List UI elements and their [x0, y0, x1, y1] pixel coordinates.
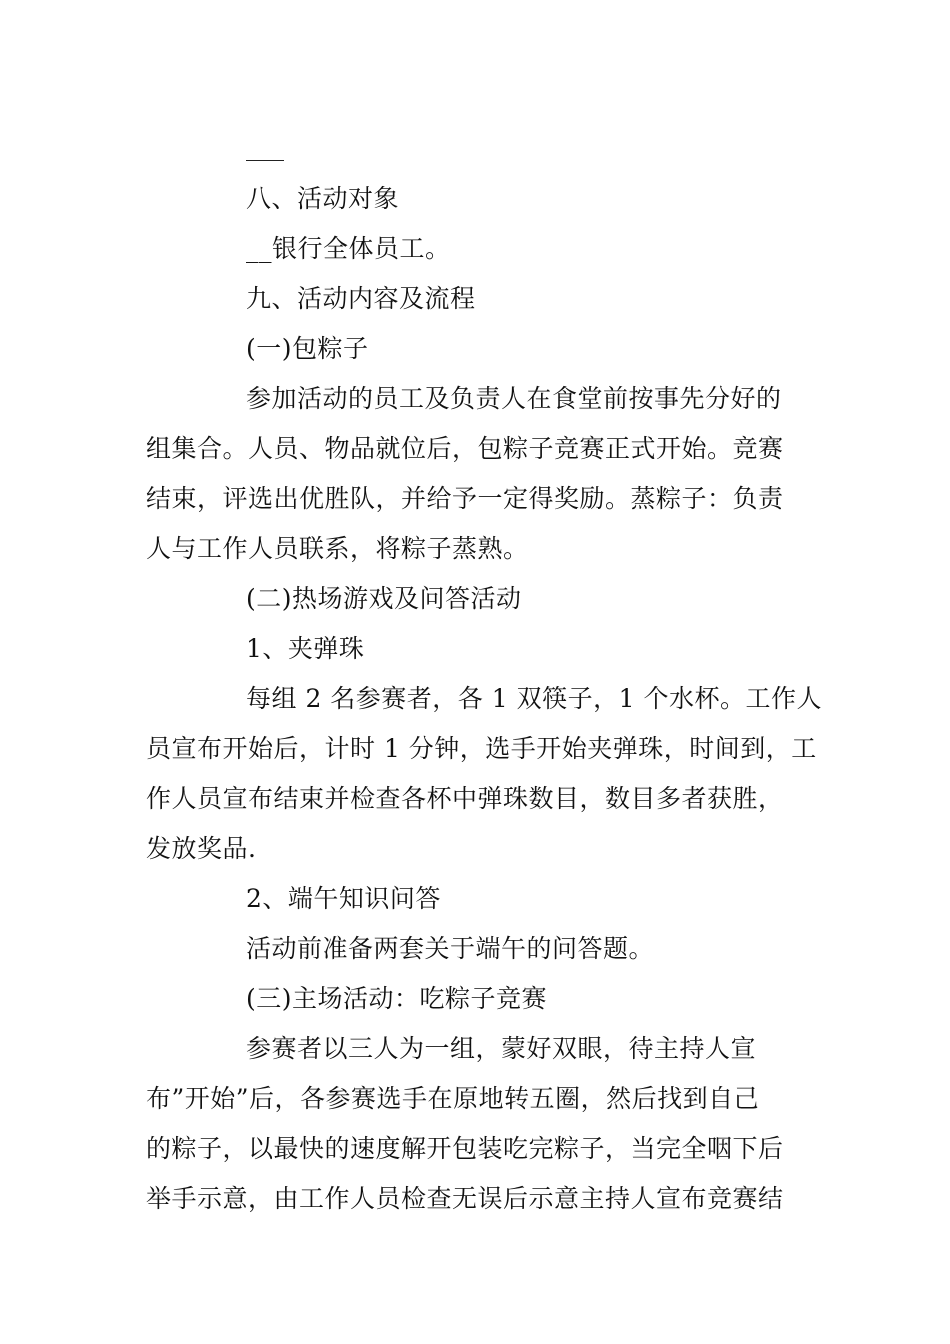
section-9-heading: 九、活动内容及流程	[246, 284, 476, 313]
paragraph-line: 布”开始”后，各参赛选手在原地转五圈，然后找到自己	[146, 1084, 760, 1113]
paragraph-line: 参赛者以三人为一组，蒙好双眼，待主持人宣	[246, 1034, 757, 1063]
paragraph-line: 员宣布开始后，计时 1 分钟，选手开始夹弹珠，时间到，工	[146, 734, 817, 763]
section-8-body: __银行全体员工。	[246, 234, 451, 263]
subsection-1-heading: (一)包粽子	[246, 334, 369, 363]
paragraph-line: 组集合。人员、物品就位后，包粽子竞赛正式开始。竞赛	[146, 434, 784, 463]
paragraph-line: 人与工作人员联系，将粽子蒸熟。	[146, 534, 529, 563]
item-2-body: 活动前准备两套关于端午的问答题。	[246, 934, 655, 963]
subsection-3-heading: (三)主场活动：吃粽子竞赛	[246, 984, 548, 1013]
paragraph-line: 参加活动的员工及负责人在食堂前按事先分好的	[246, 384, 782, 413]
item-2-heading: 2、端午知识问答	[246, 884, 441, 913]
subsection-2-heading: (二)热场游戏及问答活动	[246, 584, 522, 613]
paragraph-line: 作人员宣布结束并检查各杯中弹珠数目，数目多者获胜，	[146, 784, 784, 813]
paragraph-line: 每组 2 名参赛者，各 1 双筷子，1 个水杯。工作人	[246, 684, 822, 713]
item-1-heading: 1、夹弹珠	[246, 634, 365, 663]
separator-dash	[246, 160, 284, 161]
paragraph-line: 结束，评选出优胜队，并给予一定得奖励。蒸粽子：负责	[146, 484, 784, 513]
paragraph-line: 的粽子，以最快的速度解开包装吃完粽子，当完全咽下后	[146, 1134, 784, 1163]
paragraph-line: 举手示意，由工作人员检查无误后示意主持人宣布竞赛结	[146, 1184, 784, 1213]
paragraph-line: 发放奖品.	[146, 834, 257, 863]
section-8-heading: 八、活动对象	[246, 184, 400, 213]
